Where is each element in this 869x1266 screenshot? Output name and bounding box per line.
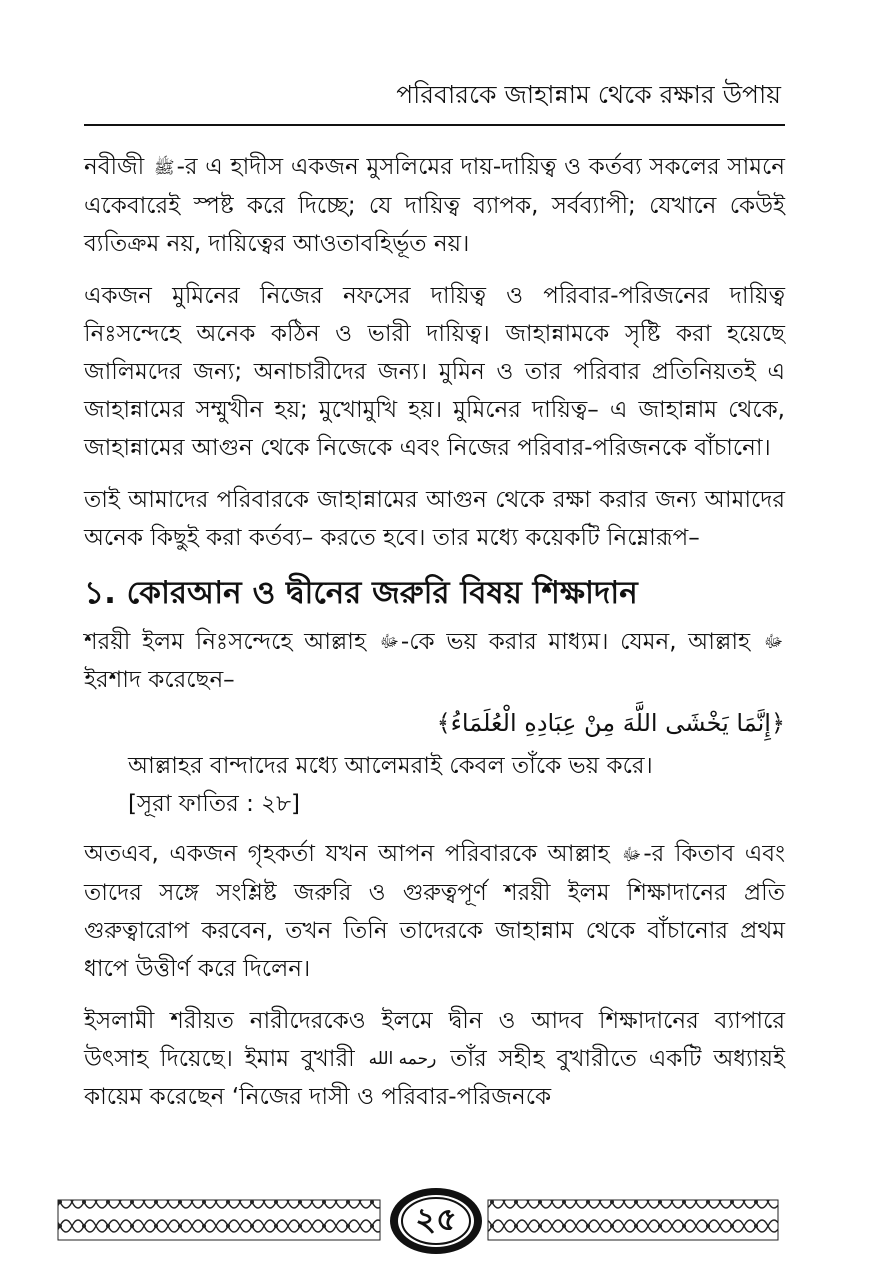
paragraph-4-text-middle: -কে ভয় করার মাধ্যম। যেমন, আল্লাহ (400, 628, 762, 655)
verse-reference: [সূরা ফাতির : ২৮] (128, 791, 300, 817)
allah-honorific: ﷻ (622, 844, 642, 865)
paragraph-4-text-end: ইরশাদ করেছেন– (84, 667, 235, 693)
section-heading: ১. কোরআন ও দ্বীনের জরুরি বিষয় শিক্ষাদান (84, 574, 638, 611)
body-text (84, 148, 785, 1130)
verse-translation-text: আল্লাহর বান্দাদের মধ্যে আলেমরাই কেবল তাঁকে ভয় করে। (128, 753, 653, 779)
page-number: ২৫ (415, 1200, 457, 1238)
paragraph-1-text-end: -র এ হাদীস একজন মুসলিমের দায়-দায়িত্ব ও কর্তব্য সকলের সামনে একেবারেই স্পষ্ট করে দিচ্ছে; যে দায়িত্ব ব্যাপক, সর্বব্যাপী; যেখানে কেউই ব্যতিক্রম নয়, দায়িত্বের আওতাবহির্ভূত নয়। (84, 154, 786, 257)
paragraph-4-text-start: শরয়ী ইলম নিঃসন্দেহে আল্লাহ (84, 628, 378, 655)
allah-honorific: ﷻ (763, 632, 784, 652)
paragraph-1 (84, 148, 785, 263)
paragraph-2: একজন মুমিনের নিজের নফসের দায়িত্ব ও পরিবার-পরিজনের দায়িত্ব নিঃসন্দেহে অনেক কঠিন ও ভারী দায়িত্ব। জাহান্নামকে সৃষ্টি করা হয়েছে জালিমদের জন্য; অনাচারীদের জন্য। মুমিন ও তার পরিবার প্রতিনিয়তই এ জাহান্নামের সম্মুখীন হয়; মুখোমুখি হয়। মুমিনের দায়িত্ব– এ জাহান্নাম থেকে, জাহান্নামের আগুন থেকে নিজেকে এবং নিজের পরিবার-পরিজনকে বাঁচানো। (84, 282, 785, 461)
quran-verse-arabic: ﴿إِنَّمَا يَخْشَى اللَّهَ مِنْ عِبَادِهِ الْعُلَمَاءُ﴾ (436, 709, 785, 737)
verse-translation (128, 747, 785, 823)
paragraph-5-text-start: অতএব, একজন গৃহকর্তা যখন আপন পরিবারকে আল্লাহ (84, 841, 621, 867)
page-number-medallion (388, 1186, 484, 1256)
paragraph-3: তাই আমাদের পরিবারকে জাহান্নামের আগুন থেকে রক্ষা করার জন্য আমাদের অনেক কিছুই করা কর্তব্য– করতে হবে। তার মধ্যে কয়েকটি নিম্নোরূপ– (84, 486, 785, 551)
paragraph-6-text-end: তাঁর সহীহ বুখারীতে একটি অধ্যায়ই কায়েম করেছেন ‘নিজের দাসী ও পরিবার-পরিজনকে (84, 1045, 785, 1110)
paragraph-1-text-start: নবীজী (84, 154, 153, 180)
paragraph-5 (84, 835, 785, 988)
paragraph-4 (84, 623, 785, 700)
salawat-honorific: ﷺ (154, 157, 175, 178)
paragraph-6-text-start: ইসলামী শরীয়ত নারীদেরকেও ইলমে দ্বীন ও আদব শিক্ষাদানের ব্যাপারে উৎসাহ দিয়েছে। ইমাম বুখারী (84, 1007, 785, 1072)
allah-honorific: ﷻ (379, 632, 399, 652)
running-header: পরিবারকে জাহান্নাম থেকে রক্ষার উপায় (396, 80, 781, 109)
paragraph-6 (84, 1002, 785, 1117)
paragraph-5-text-end: -র কিতাব এবং তাদের সঙ্গে সংশ্লিষ্ট জরুরি ও গুরুত্বপূর্ণ শরয়ী ইলম শিক্ষাদানের প্রতি গুরুত্বারোপ করবেন, তখন তিনি তাদেরকে জাহান্নাম থেকে বাঁচানোর প্রথম ধাপে উত্তীর্ণ করে দিলেন। (84, 841, 785, 982)
header-rule (84, 124, 785, 126)
rahimahullah-honorific: رحمه الله (368, 1049, 437, 1069)
